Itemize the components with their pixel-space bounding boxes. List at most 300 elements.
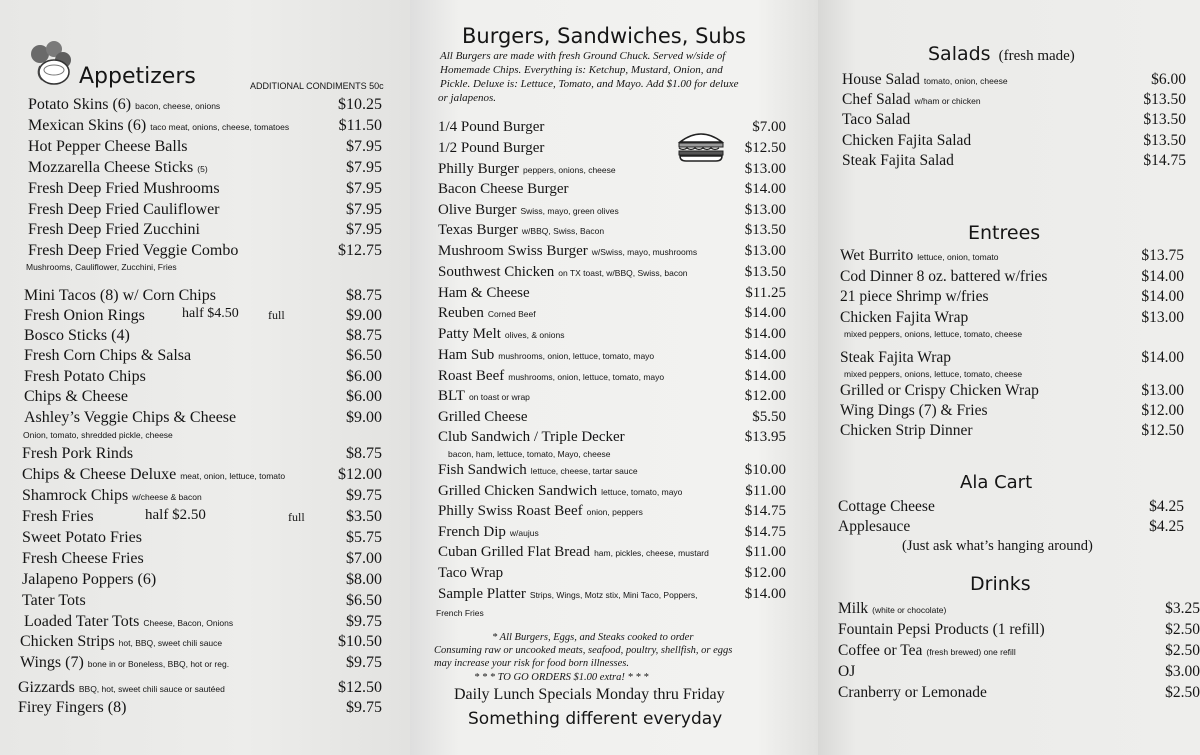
burgers-item-name: Roast Beef [438, 368, 505, 384]
appetizers-item-name: Fresh Onion Rings [24, 307, 145, 324]
appetizers-item-name-wrap [20, 631, 222, 654]
appetizers-item-price: $8.75 [346, 327, 382, 344]
alacart-item-price: $4.25 [1149, 518, 1184, 535]
entrees-item-price: $14.00 [1141, 288, 1184, 305]
burgers-item [438, 241, 786, 262]
drinks-item-name-wrap [838, 682, 987, 703]
appetizers-item-desc: (5) [197, 164, 208, 174]
appetizers-item-name-wrap [24, 345, 191, 366]
appetizers-item-desc: BBQ, hot, sweet chili sauce or sautéed [78, 684, 225, 694]
burgers-intro-line: All Burgers are made with fresh Ground Chuck. Served w/side of [440, 50, 726, 62]
burgers-item-name-wrap [438, 159, 616, 181]
appetizers-item-name: Chips & Cheese Deluxe [22, 466, 177, 483]
burgers-item [438, 427, 786, 448]
burgers-item-name: Grilled Chicken Sandwich [438, 483, 598, 499]
entrees-item-price: $13.00 [1141, 382, 1184, 399]
burgers-item-desc: mushrooms, onion, lettuce, tomato, mayo [498, 351, 655, 361]
appetizers-item [22, 590, 382, 611]
burgers-item-price: $12.00 [744, 565, 786, 581]
burgers-item-name: Club Sandwich / Triple Decker [438, 429, 625, 445]
entrees-item-price: $12.50 [1141, 422, 1184, 439]
appetizers-item-name-wrap [28, 219, 200, 240]
alacart-title: Ala Cart [960, 472, 1033, 493]
burgers-item-name: BLT [438, 388, 465, 404]
entrees-item-name: Wing Dings (7) & Fries [840, 402, 988, 419]
steak-fajita-wrap-sub: mixed peppers, onions, lettuce, tomato, cheese [844, 369, 1023, 379]
burgers-item-price: $7.00 [752, 119, 786, 135]
alacart-item [838, 516, 1184, 537]
burgers-item-name: Southwest Chicken [438, 264, 555, 280]
drinks-item [838, 682, 1200, 703]
burgers-item-price: $11.00 [745, 544, 786, 560]
alacart-item-name: Cottage Cheese [838, 498, 935, 515]
appetizers-item-price: $8.75 [346, 445, 382, 462]
appetizers-item-name: Tater Tots [22, 592, 86, 609]
appetizers-item-name: Wings (7) [20, 654, 84, 671]
burgers-item [438, 460, 786, 481]
burgers-item-price: $14.00 [744, 586, 786, 602]
appetizers-item-price: $9.75 [346, 654, 382, 671]
appetizers-item-price: $9.00 [346, 409, 382, 426]
burgers-item [438, 366, 786, 387]
appetizers-item-price: $5.75 [346, 529, 382, 546]
appetizers-item [28, 157, 382, 178]
burgers-item-name-wrap [438, 460, 638, 482]
alacart-item-name: Applesauce [838, 518, 911, 535]
appetizers-item-name: Chicken Strips [20, 633, 115, 650]
burgers-item-desc: Swiss, mayo, green olives [520, 206, 619, 216]
burgers-item [438, 584, 786, 605]
appetizers-item-price: $6.00 [346, 368, 382, 385]
burgers-item-price: $14.00 [744, 326, 786, 342]
drinks-item-price: $2.50 [1165, 621, 1200, 638]
entrees-item [840, 307, 1184, 328]
entrees-item-name-wrap [840, 266, 1047, 287]
burgers-item-name-wrap [438, 303, 536, 325]
burgers-item-desc: peppers, onions, cheese [522, 165, 616, 175]
salads-item-name: House Salad [842, 71, 920, 88]
entrees-item-name: Chicken Strip Dinner [840, 422, 973, 439]
appetizers-item-name-wrap [24, 305, 145, 326]
burgers-item-name-wrap [438, 262, 688, 284]
food-notice-line: Consuming raw or uncooked meats, seafood, poultry, shellfish, or eggs [434, 645, 733, 656]
salads-item-name-wrap [842, 109, 910, 130]
burgers-item-name: Ham & Cheese [438, 285, 530, 301]
burgers-item-desc: olives, & onions [504, 330, 565, 340]
drinks-item [838, 661, 1200, 682]
salads-item-name-wrap [842, 150, 954, 171]
salads-item [842, 69, 1186, 90]
alacart-item-name-wrap [838, 496, 935, 517]
burgers-item-desc: w/aujus [509, 528, 539, 538]
appetizers-item-desc: bacon, cheese, onions [135, 101, 221, 111]
drinks-item-desc: (white or chocolate) [872, 605, 947, 615]
burgers-item-price: $5.50 [752, 409, 786, 425]
appetizers-item-price: $7.95 [346, 221, 382, 238]
appetizers-item-name: Fresh Deep Fried Veggie Combo [28, 242, 239, 259]
burgers-item [438, 220, 786, 241]
burgers-item [438, 283, 786, 304]
burgers-item-desc: onion, peppers [586, 507, 643, 517]
appetizers-item [24, 366, 382, 387]
fries-full: full [288, 510, 305, 524]
burgers-item-desc: lettuce, tomato, mayo [601, 487, 683, 497]
appetizers-item [22, 485, 382, 506]
entrees-item [840, 420, 1184, 441]
appetizers-item [22, 548, 382, 569]
burgers-item-name-wrap [438, 427, 625, 448]
appetizers-item-price: $7.95 [346, 159, 382, 176]
drinks-item-name-wrap [838, 661, 855, 682]
appetizers-item [24, 345, 382, 366]
drinks-item-desc: (fresh brewed) one refill [926, 647, 1016, 657]
appetizers-item-price: $7.95 [346, 201, 382, 218]
burgers-item-name-wrap [438, 542, 709, 564]
burgers-intro-line: Pickle. Deluxe is: Lettuce, Tomato, and Mayo. Add $1.00 for deluxe [440, 78, 739, 90]
appetizers-item-name-wrap [22, 590, 86, 611]
appetizers-item [24, 611, 382, 632]
appetizers-item-price: $9.75 [346, 699, 382, 716]
burgers-item-name: Mushroom Swiss Burger [438, 243, 588, 259]
appetizers-item-desc: taco meat, onions, cheese, tomatoes [150, 122, 290, 132]
salads-item-name: Taco Salad [842, 111, 911, 128]
appetizers-item-name-wrap [24, 325, 130, 346]
entrees-item-price: $13.75 [1141, 247, 1184, 264]
salads-item-price: $6.00 [1151, 71, 1186, 88]
burgers-item-name: Ham Sub [438, 347, 495, 363]
appetizers-item-name: Bosco Sticks (4) [24, 327, 130, 344]
burgers-item-price: $13.95 [744, 429, 786, 445]
drinks-item-name-wrap [838, 619, 1045, 640]
appetizers-item-name-wrap [28, 136, 188, 157]
drinks-item-price: $3.00 [1165, 663, 1200, 680]
appetizers-item-name: Fresh Fries [22, 508, 94, 525]
appetizers-item [24, 285, 382, 306]
food-notice-line: * * * TO GO ORDERS $1.00 extra! * * * [474, 672, 649, 683]
appetizers-item-name: Mexican Skins (6) [28, 117, 147, 134]
burgers-item [438, 345, 786, 366]
food-notice-line: * All Burgers, Eggs, and Steaks cooked to order [492, 632, 694, 643]
appetizers-item [22, 527, 382, 548]
appetizers-item-price: $7.95 [346, 180, 382, 197]
ashley-sub: Onion, tomato, shredded pickle, cheese [23, 430, 173, 440]
burgers-item-price: $12.00 [744, 388, 786, 404]
appetizers-item [20, 631, 382, 652]
burgers-item-name-wrap [438, 345, 654, 367]
entrees-item-name-wrap [840, 347, 951, 368]
burgers-item [438, 542, 786, 563]
drinks-item-price: $2.50 [1165, 684, 1200, 701]
burgers-item-price: $14.75 [744, 524, 786, 540]
appetizers-item-name-wrap [28, 94, 220, 117]
club-sandwich-sub: bacon, ham, lettuce, tomato, Mayo, cheese [448, 449, 611, 459]
appetizers-item-name-wrap [22, 506, 94, 527]
burgers-item [438, 324, 786, 345]
burgers-item [438, 386, 786, 407]
appetizers-item-name: Jalapeno Poppers (6) [22, 571, 157, 588]
salads-title-note: (fresh made) [998, 48, 1075, 64]
appetizers-item-price: $8.75 [346, 287, 382, 304]
fries-half: half $2.50 [145, 507, 206, 523]
entrees-item-name-wrap [840, 245, 999, 268]
appetizers-item-name-wrap [18, 697, 126, 718]
entrees-item-name-wrap [840, 380, 1039, 401]
drinks-item-price: $2.50 [1165, 642, 1200, 659]
salads-item [842, 150, 1186, 171]
burgers-item-desc: ham, pickles, cheese, mustard [594, 548, 709, 558]
appetizers-item-name: Chips & Cheese [24, 388, 128, 405]
burgers-item-name: Cuban Grilled Flat Bread [438, 544, 591, 560]
appetizers-item-name-wrap [24, 285, 216, 306]
salads-item-desc: w/ham or chicken [914, 96, 981, 106]
salads-item-price: $14.75 [1143, 152, 1186, 169]
appetizers-title: Appetizers [79, 64, 196, 89]
burgers-title: Burgers, Sandwiches, Subs [462, 24, 746, 48]
drinks-item-name: OJ [838, 663, 856, 680]
appetizers-item [28, 94, 382, 115]
burgers-item-name-wrap [438, 241, 697, 263]
salads-heading [928, 43, 1075, 65]
burgers-item-name: Grilled Cheese [438, 409, 528, 425]
burgers-item-name: Texas Burger [438, 222, 518, 238]
burgers-item [438, 563, 786, 584]
burgers-item-name-wrap [438, 324, 564, 346]
burgers-item-price: $13.00 [744, 243, 786, 259]
burgers-item-price: $11.00 [745, 483, 786, 499]
appetizers-item-price: $6.00 [346, 388, 382, 405]
appetizers-item-name-wrap [28, 157, 208, 180]
appetizers-item [28, 115, 382, 136]
burgers-item-price: $13.50 [744, 264, 786, 280]
burgers-item-price: $14.75 [744, 503, 786, 519]
appetizers-item-price: $11.50 [338, 117, 382, 134]
appetizers-item-desc: Cheese, Bacon, Onions [143, 618, 234, 628]
appetizers-item-name: Gizzards [18, 679, 75, 696]
burgers-item-name-wrap [438, 366, 664, 388]
appetizers-item-price: $12.75 [338, 242, 382, 259]
burgers-item-name: Philly Swiss Roast Beef [438, 503, 583, 519]
entrees-item [840, 400, 1184, 421]
burgers-item-name-wrap [438, 584, 697, 606]
appetizers-item [22, 464, 382, 485]
burgers-item-price: $11.25 [745, 285, 786, 301]
appetizers-item-price: $9.75 [346, 613, 382, 630]
appetizers-item [28, 219, 382, 240]
appetizers-item [28, 178, 382, 199]
burgers-item-price: $14.00 [744, 181, 786, 197]
appetizers-item-price: $12.50 [338, 679, 382, 696]
appetizers-item-price: $10.25 [338, 96, 382, 113]
appetizers-item-desc: bone in or Boneless, BBQ, hot or reg. [87, 659, 230, 669]
salads-item-price: $13.50 [1143, 132, 1186, 149]
appetizers-item [22, 443, 382, 464]
appetizers-item-name: Fresh Pork Rinds [22, 445, 134, 462]
burgers-item-name: Reuben [438, 305, 484, 321]
appetizers-item-name: Fresh Deep Fried Mushrooms [28, 180, 220, 197]
appetizers-item-price: $3.50 [346, 508, 382, 525]
entrees-item [840, 286, 1184, 307]
entrees-item-name: Chicken Fajita Wrap [840, 309, 969, 326]
drinks-item [838, 598, 1200, 619]
appetizers-item-name-wrap [24, 407, 236, 428]
burgers-intro-line: or jalapenos. [438, 92, 497, 104]
burgers-item-desc: lettuce, cheese, tartar sauce [530, 466, 638, 476]
appetizers-item-desc: hot, BBQ, sweet chili sauce [118, 638, 223, 648]
appetizers-item-name-wrap [28, 178, 220, 199]
burgers-item-desc: mushrooms, onion, lettuce, tomato, mayo [508, 372, 665, 382]
onion-rings-half: half $4.50 [182, 306, 239, 321]
burgers-item-name-wrap [438, 522, 539, 544]
burgers-item-price: $14.00 [744, 305, 786, 321]
burgers-item-name: Sample Platter [438, 586, 526, 602]
burgers-item [438, 200, 786, 221]
appetizers-item-name: Fresh Cheese Fries [22, 550, 144, 567]
sample-platter-sub: French Fries [436, 608, 484, 618]
drinks-item-name-wrap [838, 640, 1016, 663]
burgers-item-name: French Dip [438, 524, 506, 540]
salads-item [842, 109, 1186, 130]
burgers-item-price: $13.50 [744, 222, 786, 238]
appetizers-item-name-wrap [22, 527, 142, 548]
appetizers-item [24, 386, 382, 407]
burgers-item [438, 481, 786, 502]
appetizers-item [18, 697, 382, 718]
burgers-item-price: $13.00 [744, 161, 786, 177]
burgers-item-name-wrap [438, 117, 544, 138]
drinks-item-price: $3.25 [1165, 600, 1200, 617]
daily-specials: Daily Lunch Specials Monday thru Friday [454, 686, 725, 703]
burgers-item-name-wrap [438, 200, 619, 222]
appetizers-item-price: $10.50 [338, 633, 382, 650]
burgers-item-price: $14.00 [744, 368, 786, 384]
appetizers-item-name: Loaded Tater Tots [24, 613, 140, 630]
appetizers-item-price: $7.00 [346, 550, 382, 567]
something-different: Something different everyday [468, 709, 723, 729]
appetizers-item-desc: meat, onion, lettuce, tomato [180, 471, 286, 481]
entrees-item-price: $14.00 [1141, 268, 1184, 285]
salads-item [842, 130, 1186, 151]
salads-item-name: Steak Fajita Salad [842, 152, 954, 169]
burgers-item-name: Patty Melt [438, 326, 501, 342]
burgers-item-name-wrap [438, 386, 530, 408]
appetizers-item-name: Fresh Deep Fried Cauliflower [28, 201, 220, 218]
appetizers-item-name: Potato Skins (6) [28, 96, 132, 113]
appetizers-item-name: Mozzarella Cheese Sticks [28, 159, 194, 176]
burgers-item-name-wrap [438, 563, 503, 584]
burgers-item-price: $10.00 [744, 462, 786, 478]
appetizers-item-price: $6.50 [346, 347, 382, 364]
appetizers-item [28, 136, 382, 157]
burgers-panel [410, 0, 818, 755]
appetizers-item-name: Hot Pepper Cheese Balls [28, 138, 188, 155]
appetizers-item-name-wrap [28, 115, 289, 138]
appetizers-item-name-wrap [28, 199, 220, 220]
burgers-item [438, 407, 786, 428]
burgers-item-name-wrap [438, 179, 569, 200]
onion-rings-full: full [268, 308, 285, 322]
entrees-item-name: 21 piece Shrimp w/fries [840, 288, 989, 305]
appetizers-item-name-wrap [28, 240, 238, 261]
burgers-item-name-wrap [438, 407, 528, 428]
burgers-item [438, 179, 786, 200]
drinks-item [838, 640, 1200, 661]
appetizers-item [24, 407, 382, 428]
burgers-item-desc: w/Swiss, mayo, mushrooms [591, 247, 698, 257]
entrees-item-desc: lettuce, onion, tomato [917, 252, 999, 262]
appetizers-panel [0, 0, 410, 755]
entrees-item-name-wrap [840, 400, 987, 421]
appetizers-item-name: Mini Tacos (8) w/ Corn Chips [24, 287, 216, 304]
burgers-item-desc: w/BBQ, Swiss, Bacon [521, 226, 605, 236]
burgers-item-desc: Corned Beef [487, 309, 536, 319]
appetizers-item-name-wrap [22, 464, 285, 487]
burgers-item-desc: on TX toast, w/BBQ, Swiss, bacon [558, 268, 688, 278]
appetizers-item-price: $12.00 [338, 466, 382, 483]
entrees-title: Entrees [968, 222, 1041, 244]
salads-item-name: Chef Salad [842, 91, 911, 108]
alacart-item [838, 496, 1184, 517]
salads-item [842, 89, 1186, 110]
appetizers-item-name: Fresh Corn Chips & Salsa [24, 347, 192, 364]
appetizers-item-name: Shamrock Chips [22, 487, 129, 504]
burgers-item-name: Olive Burger [438, 202, 517, 218]
burgers-item-price: $13.00 [744, 202, 786, 218]
appetizers-item [24, 325, 382, 346]
burgers-intro-line: Homemade Chips. Everything is: Ketchup, Mustard, Onion, and [440, 64, 723, 76]
burgers-item-name: Taco Wrap [438, 565, 504, 581]
entrees-item-name-wrap [840, 307, 968, 328]
appetizers-item-name-wrap [20, 652, 229, 675]
drinks-item-name-wrap [838, 598, 946, 621]
entrees-item-name-wrap [840, 286, 989, 307]
burgers-item-name-wrap [438, 283, 530, 304]
appetizers-item-desc: w/cheese & bacon [132, 492, 202, 502]
drinks-item-name: Fountain Pepsi Products (1 refill) [838, 621, 1045, 638]
entrees-item [840, 347, 1184, 368]
burgers-item-name: Fish Sandwich [438, 462, 527, 478]
burgers-item [438, 138, 786, 159]
appetizers-item-name-wrap [22, 485, 202, 508]
drinks-item-name: Cranberry or Lemonade [838, 684, 987, 701]
drinks-item [838, 619, 1200, 640]
burgers-item-desc: Strips, Wings, Motz stix, Mini Taco, Poppers, [529, 590, 698, 600]
appetizers-item [28, 199, 382, 220]
drinks-title: Drinks [970, 573, 1031, 595]
salads-item-name-wrap [842, 130, 971, 151]
burgers-item [438, 117, 786, 138]
burgers-item-price: $12.50 [744, 140, 786, 156]
appetizers-item-price: $9.75 [346, 487, 382, 504]
appetizers-item [22, 569, 382, 590]
entrees-item-name: Wet Burrito [840, 247, 914, 264]
burgers-item [438, 303, 786, 324]
appetizers-item-name: Fresh Deep Fried Zucchini [28, 221, 200, 238]
appetizers-item-price: $6.50 [346, 592, 382, 609]
appetizers-item-name: Fresh Potato Chips [24, 368, 146, 385]
burgers-item [438, 501, 786, 522]
entrees-item-name: Cod Dinner 8 oz. battered w/fries [840, 268, 1048, 285]
entrees-item-price: $13.00 [1141, 309, 1184, 326]
burgers-item-name-wrap [438, 481, 682, 503]
appetizers-item-name-wrap [22, 443, 133, 464]
burgers-item-name-wrap [438, 138, 544, 159]
right-panel [818, 0, 1200, 755]
appetizers-item-name-wrap [24, 366, 146, 387]
drinks-item-name: Coffee or Tea [838, 642, 923, 659]
appetizers-item-price: $8.00 [346, 571, 382, 588]
chicken-fajita-wrap-sub: mixed peppers, onions, lettuce, tomato, cheese [844, 329, 1023, 339]
burgers-item [438, 522, 786, 543]
